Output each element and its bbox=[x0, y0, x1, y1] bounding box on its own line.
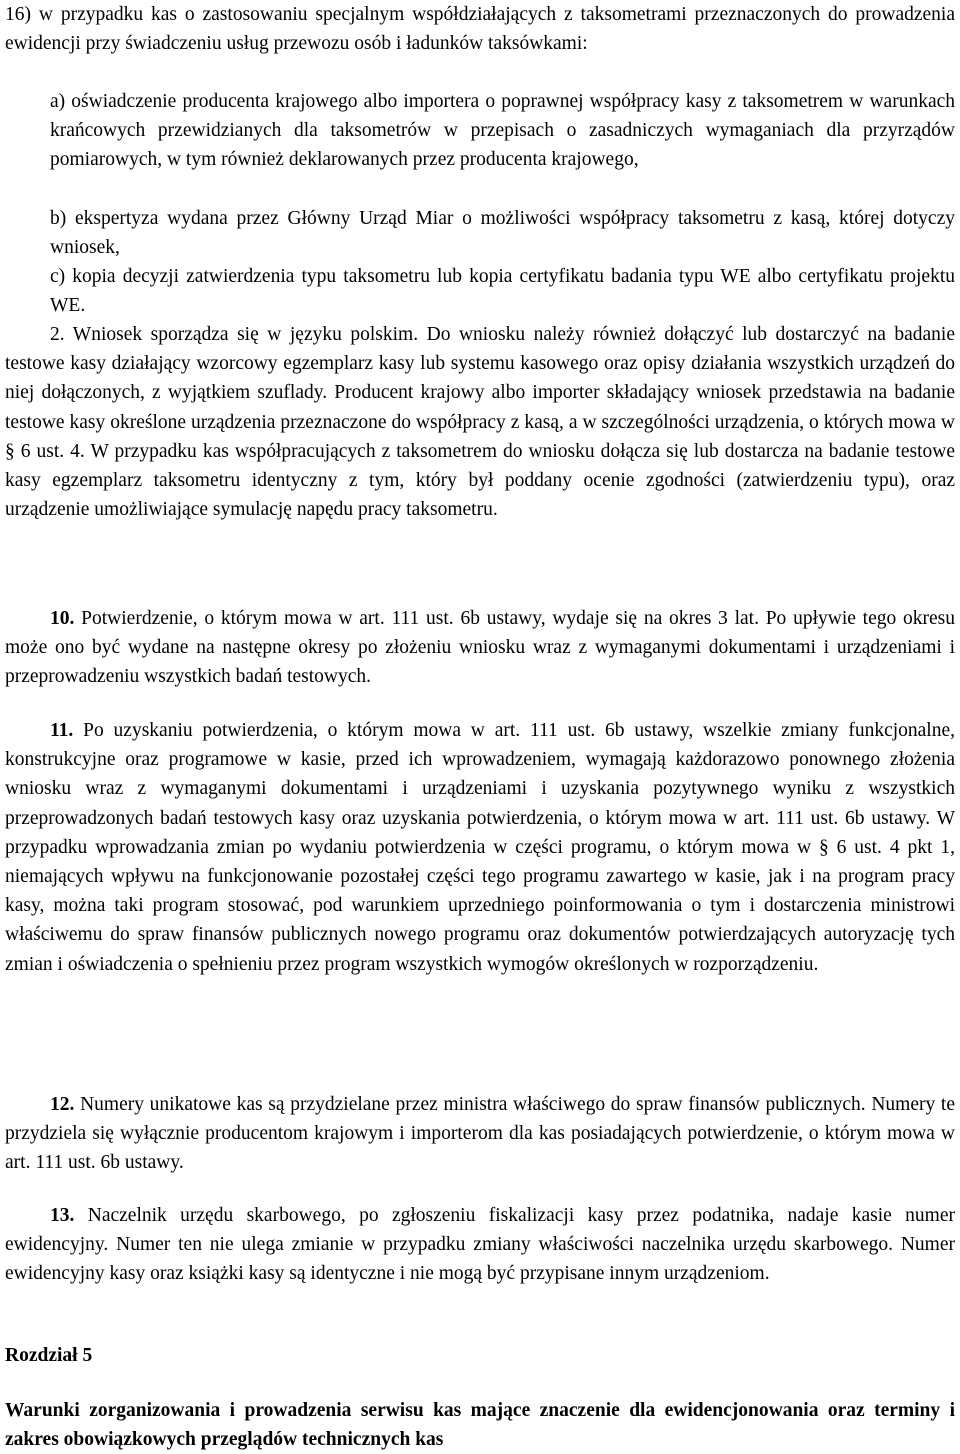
item-16-a bbox=[50, 87, 955, 175]
section-10 bbox=[5, 604, 955, 692]
item-16-c-text: c) kopia decyzji zatwierdzenia typu taksometru lub kopia certyfikatu badania typu WE albo certyfikatu projektu WE. bbox=[50, 266, 955, 317]
paragraph-2 bbox=[5, 320, 955, 524]
paragraph-2-rest: Do wniosku należy również dołączyć lub dostarczyć na badanie testowe kasy działający wzorcowy egzemplarz kasy lub systemu kasowego oraz opisy działania wszystkich urządzeń do niej dołączonych, z wyjątkiem szuflady. Producent krajowy albo importer składający wniosek przedstawia na badanie testowe kasy określone urządzenia przeznaczone do współpracy z kasą, a w szczególności urządzenia, o których mowa w § 6 ust. 4. W przypadku kas współpracujących z taksometrem do wniosku dołącza się lub dostarcza na badanie testowe kasy egzemplarz taksometru identyczny z tym, który był poddany ocenie zgodności (zatwierdzeniu typu), oraz urządzenie umożliwiające symulację napędu pracy taksometru. bbox=[5, 324, 955, 521]
item-16-b-text: b) ekspertyza wydana przez Główny Urząd Miar o możliwości współpracy taksometru z kasą, której dotyczy wniosek, bbox=[50, 208, 955, 259]
section-11-number: 11. bbox=[50, 720, 74, 741]
paragraph-2-first-sentence: 2. Wniosek sporządza się w języku polskim. bbox=[50, 324, 419, 345]
item-16-c bbox=[50, 262, 955, 320]
section-12-number: 12. bbox=[50, 1094, 75, 1115]
section-13-number: 13. bbox=[50, 1205, 75, 1226]
section-13-text: Naczelnik urzędu skarbowego, po zgłoszeniu fiskalizacji kasy przez podatnika, nadaje kasie numer ewidencyjny. Numer ten nie ulega zmianie w przypadku zmiany właściwości naczelnika urzędu skarbowego. Numer ewidencyjny kasy oraz książki kasy są identyczne i nie mogą być przypisane innym urządzeniom. bbox=[5, 1205, 955, 1285]
chapter-label: Rozdział 5 bbox=[5, 1345, 93, 1366]
item-16-b bbox=[50, 204, 955, 262]
section-12-text: Numery unikatowe kas są przydzielane przez ministra właściwego do spraw finansów publicznych. Numery te przydziela się wyłącznie producentom krajowym i importerom dla kas posiadających potwierdzenie, o którym mowa w art. 111 ust. 6b ustawy. bbox=[5, 1094, 956, 1174]
section-12 bbox=[5, 1090, 955, 1178]
section-10-text: Potwierdzenie, o którym mowa w art. 111 ust. 6b ustawy, wydaje się na okres 3 lat. Po upływie tego okresu może ono być wydane na następne okresy po złożeniu wniosku wraz z wymaganymi dokumentami i urządzeniami i przeprowadzeniu wszystkich badań testowych. bbox=[5, 608, 956, 688]
section-11-text: Po uzyskaniu potwierdzenia, o którym mowa w art. 111 ust. 6b ustawy, wszelkie zmiany funkcjonalne, konstrukcyjne oraz programowe w kasie, przed ich wprowadzeniem, wymagają każdorazowo ponownego złożenia wniosku wraz z wymaganymi dokumentami i urządzeniami i uzyskania pozytywnego wyniku z wszystkich przeprowadzonych badań testowych kasy oraz uzyskania potwierdzenia, o którym mowa w art. 111 ust. 6b ustawy. W przypadku wprowadzania zmian po wydaniu potwierdzenia w części programu, o którym mowa w § 6 ust. 4 pkt 1, niemających wpływu na funkcjonowanie pozostałej części tego programu zawartego w kasie, jak i na program pracy kasy, można taki program stosować, pod warunkiem uprzedniego poinformowania o tym i dostarczenia ministrowi właściwemu do spraw finansów publicznych nowego programu oraz dokumentów potwierdzających autoryzację tych zmian i oświadczenia o spełnieniu przez program wszystkich wymogów określonych w rozporządzeniu. bbox=[5, 720, 955, 975]
section-13 bbox=[5, 1201, 955, 1289]
item-16-a-text: a) oświadczenie producenta krajowego albo importera o poprawnej współpracy kasy z taksometrem w warunkach krańcowych przewidzianych dla taksometrów w przepisach o zasadniczych wymaganiach dla przyrządów pomiarowych, w tym również deklarowanych przez producenta krajowego, bbox=[50, 91, 955, 171]
item-16-intro: 16) w przypadku kas o zastosowaniu specjalnym współdziałających z taksometrami przeznaczonych do prowadzenia ewidencji przy świadczeniu usług przewozu osób i ładunków taksówkami: bbox=[5, 4, 955, 55]
section-11 bbox=[5, 716, 955, 979]
section-10-number: 10. bbox=[50, 608, 75, 629]
chapter-title: Warunki zorganizowania i prowadzenia serwisu kas mające znaczenie dla ewidencjonowania oraz terminy i zakres obowiązkowych przeglądów technicznych kas bbox=[5, 1400, 955, 1451]
